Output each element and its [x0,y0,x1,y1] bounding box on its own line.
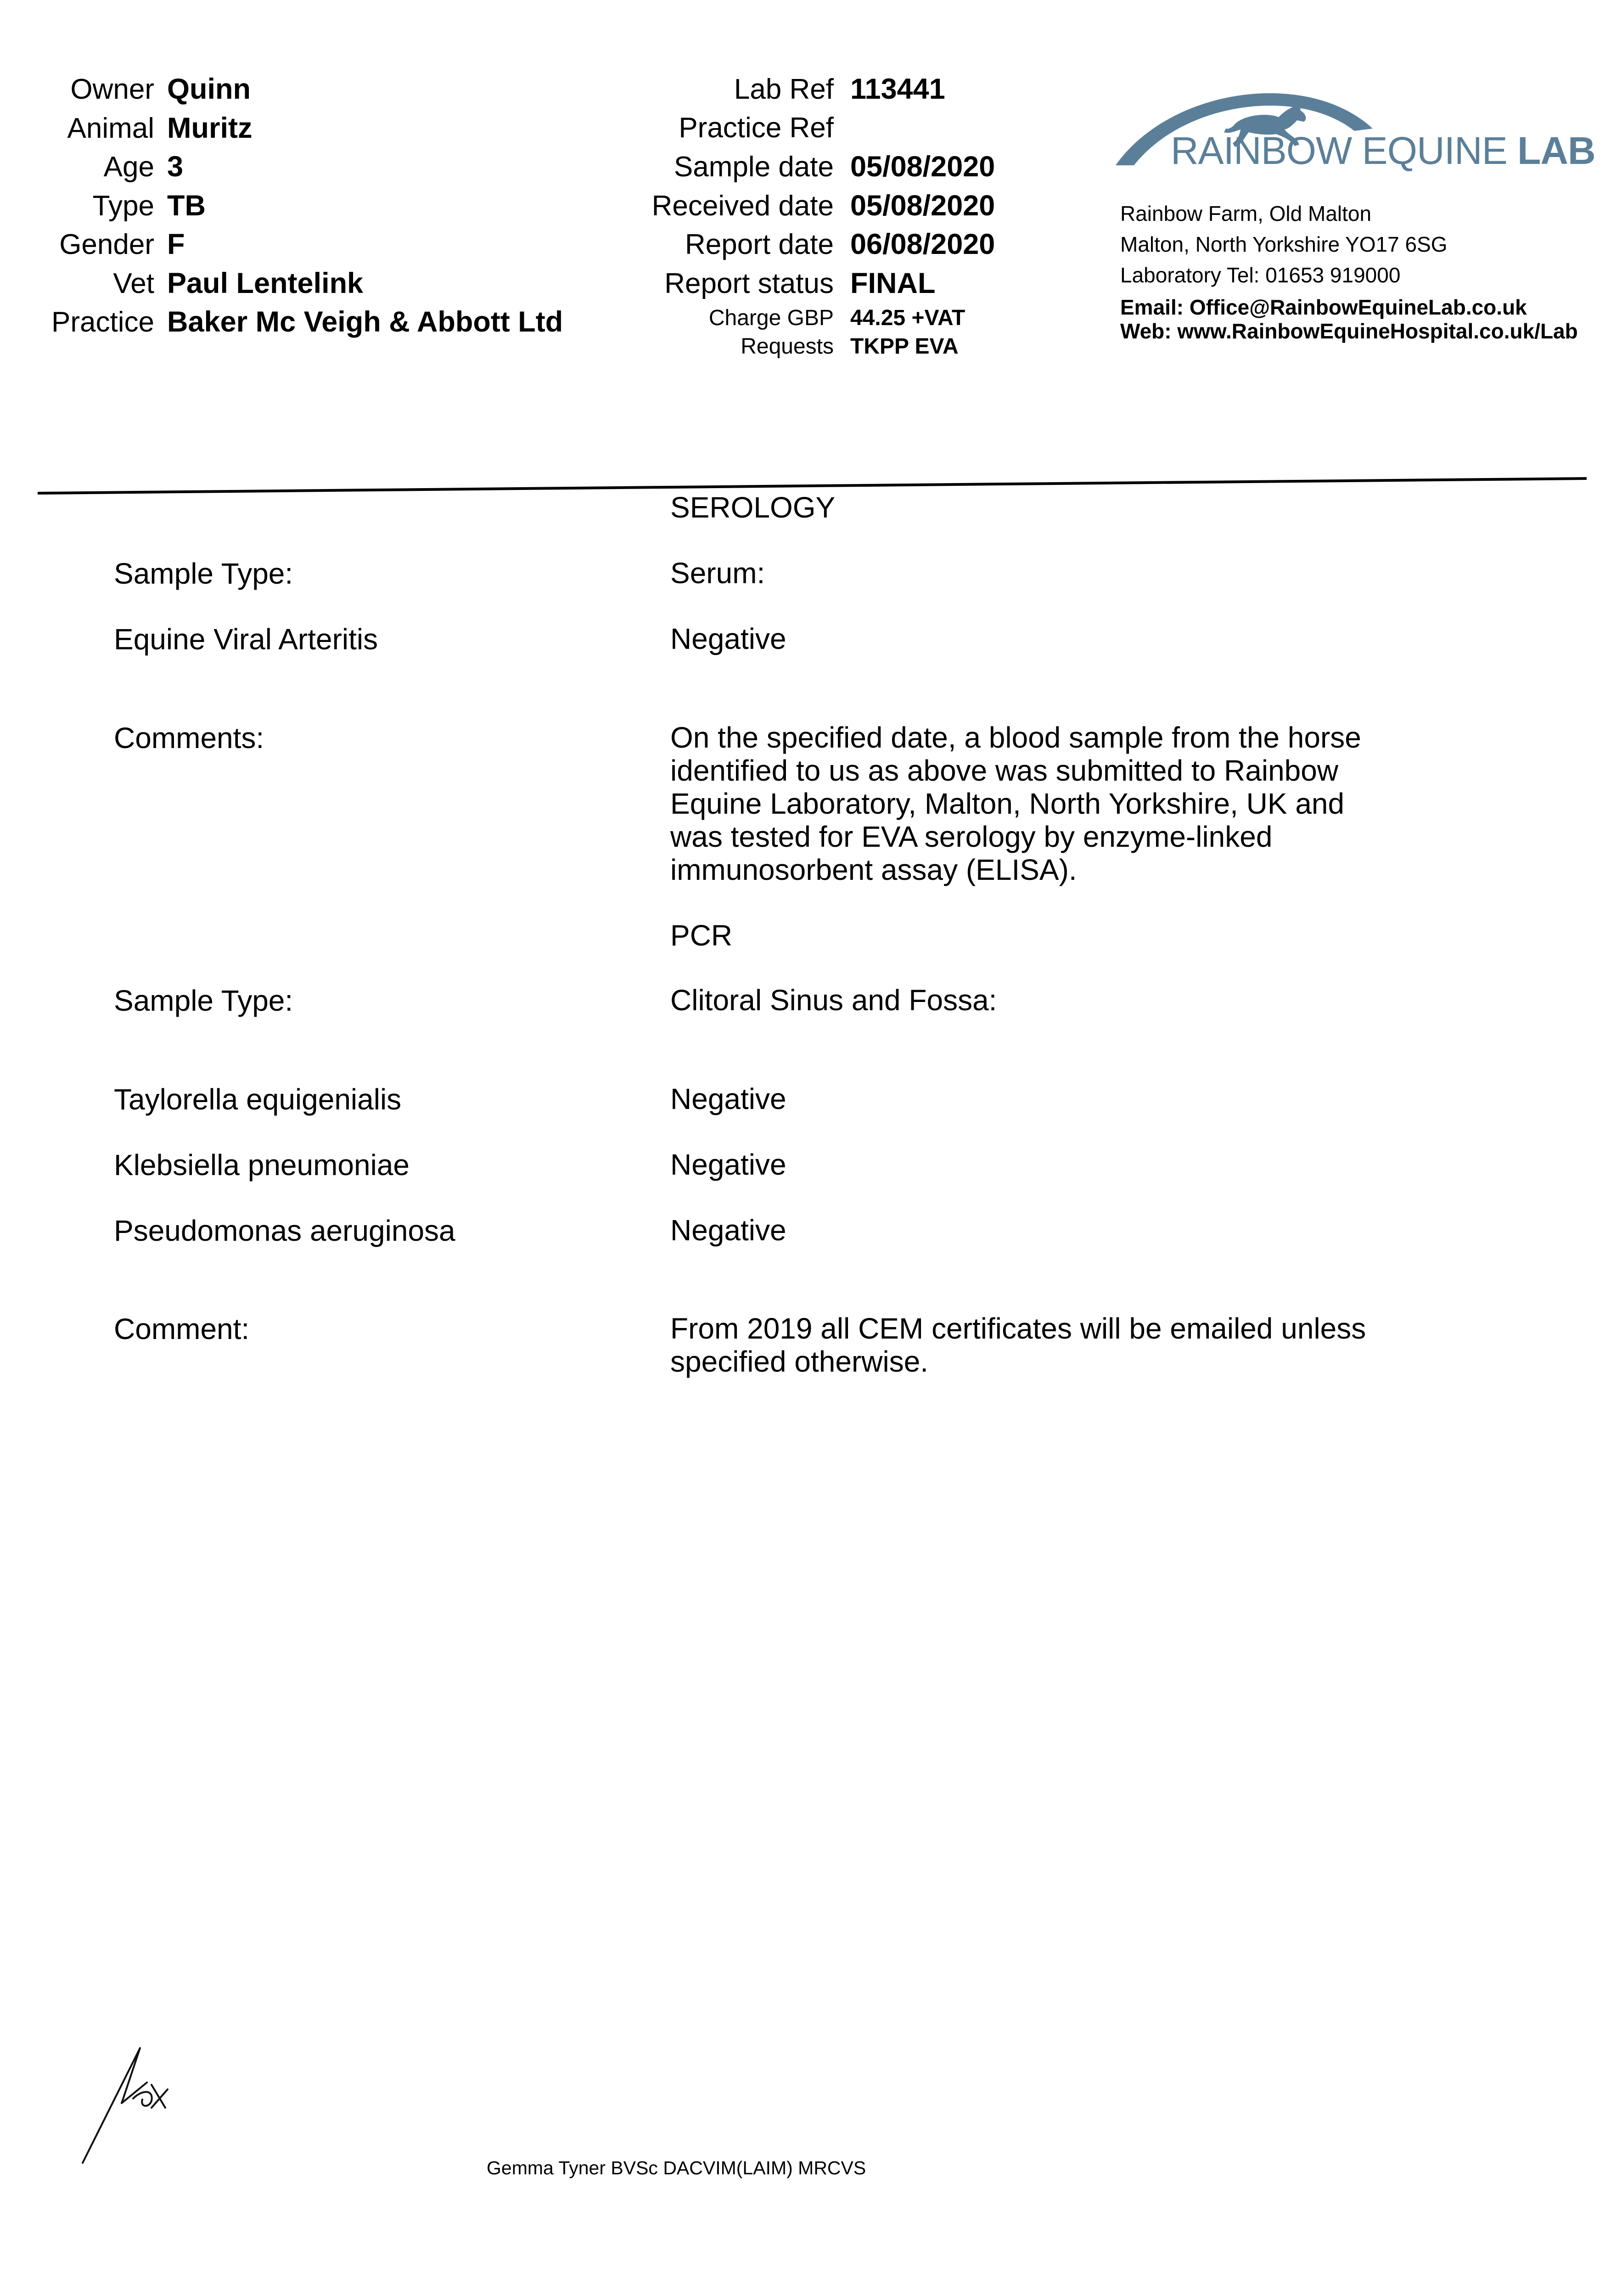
age-label: Age [103,151,154,183]
report-date-value: 06/08/2020 [850,228,995,260]
pcr-comment-label: Comment: [114,1312,250,1345]
signatory-name: Gemma Tyner BVSc DACVIM(LAIM) MRCVS [487,2157,866,2178]
report-status-label: Report status [664,267,834,299]
eva-test-result: Negative [670,622,786,655]
practice-label: Practice [51,306,154,338]
sample-date-label: Sample date [673,151,834,183]
lab-website[interactable]: Web: www.RainbowEquineHospital.co.uk/Lab [1120,319,1578,343]
serology-comments-label: Comments: [114,721,264,754]
pcr-sample-type-value: Clitoral Sinus and Fossa: [670,984,997,1017]
pcr-comment-text: From 2019 all CEM certificates will be emailed unless specified otherwise. [670,1312,1366,1378]
pcr-heading: PCR [670,919,733,952]
serology-sample-type-value: Serum: [670,557,765,590]
report-date-label: Report date [685,229,834,260]
pcr-sample-type-label: Sample Type: [114,984,293,1017]
report-status-value: FINAL [850,267,936,299]
sample-date-value: 05/08/2020 [850,151,995,183]
pcr-organism: Pseudomonas aeruginosa [114,1214,455,1247]
lab-email[interactable]: Email: Office@RainbowEquineLab.co.uk [1120,295,1527,319]
owner-label: Owner [70,73,154,105]
animal-value: Muritz [167,112,253,144]
practice-ref-label: Practice Ref [679,112,834,144]
requests-label: Requests [741,334,834,359]
vet-value: Paul Lentelink [167,267,364,299]
vet-label: Vet [113,267,154,299]
serology-comments-text: On the specified date, a blood sample from the horse identified to us as above was submitted to Rainbow Equine Laboratory, Malton, North Yorkshire, UK and was tested for EVA serology by enzyme-linked immunosorbent assay (ELISA). [670,721,1361,886]
gender-label: Gender [59,229,154,260]
charge-label: Charge GBP [708,306,834,330]
requests-value: TKPP EVA [850,334,959,359]
address-line-1: Rainbow Farm, Old Malton [1120,202,1372,225]
practice-value: Baker Mc Veigh & Abbott Ltd [167,306,563,338]
lab-ref-label: Lab Ref [734,73,834,105]
gender-value: F [167,228,185,260]
pcr-result: Negative [670,1148,786,1181]
lab-ref-value: 113441 [850,73,945,105]
serology-sample-type-label: Sample Type: [114,557,293,590]
pcr-result: Negative [670,1214,786,1247]
header-divider [0,0,1622,551]
lab-telephone: Laboratory Tel: 01653 919000 [1120,263,1401,287]
logo-suffix: LAB [1517,129,1595,172]
handwritten-signature [78,2039,179,2167]
age-value: 3 [167,151,184,183]
pcr-result: Negative [670,1082,786,1115]
logo-name: RAINBOW EQUINE [1171,129,1507,172]
pcr-organism: Klebsiella pneumoniae [114,1148,410,1182]
animal-label: Animal [67,112,154,144]
type-label: Type [92,190,154,222]
address-line-2: Malton, North Yorkshire YO17 6SG [1120,232,1448,256]
serology-heading: SEROLOGY [670,491,836,524]
charge-value: 44.25 +VAT [850,306,965,330]
type-value: TB [167,189,206,222]
received-date-label: Received date [651,190,834,222]
received-date-value: 05/08/2020 [850,189,995,222]
eva-test-name: Equine Viral Arteritis [114,623,378,656]
pcr-organism: Taylorella equigenialis [114,1083,402,1116]
owner-value: Quinn [167,73,251,105]
